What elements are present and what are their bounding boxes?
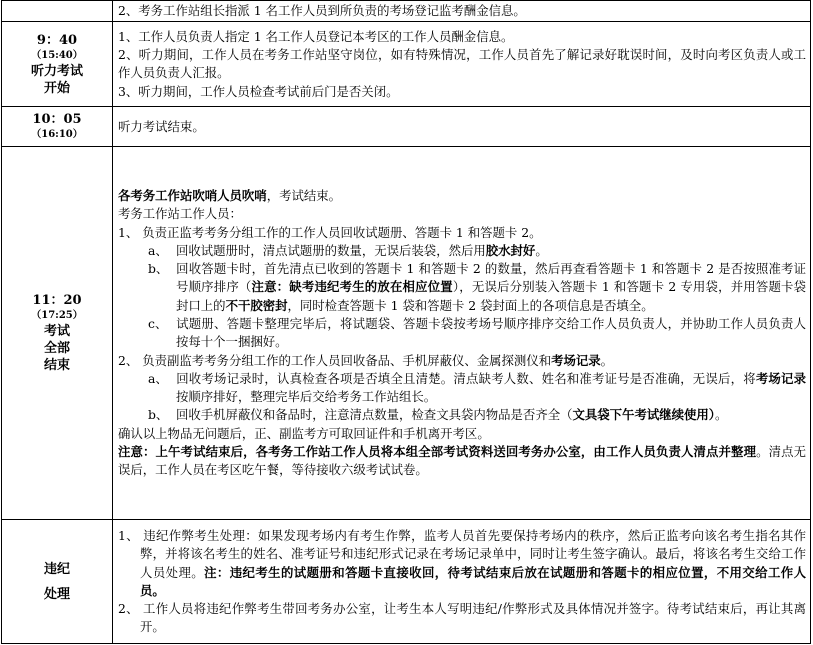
content-cell (113, 520, 811, 644)
whistle-text: 各考务工作站吹哨人员吹哨 (118, 187, 267, 203)
item-end: 。 (715, 407, 728, 423)
item-2 (118, 352, 806, 370)
time-cell (2, 107, 113, 147)
item-1b (118, 260, 806, 315)
stage-title: 考试 (43, 324, 70, 340)
content-line: 3、听力期间，工作人员检查考试前后门是否关闭。 (118, 83, 399, 99)
time-cell (2, 147, 113, 520)
item-text: 试题册、答题卡整理完毕后，将试题袋、答题卡袋按考场号顺序排序交给工作人员负责人，并协助工作人员负责人按每十个一捆捆好。 (176, 316, 806, 350)
content-line: 听力考试结束。 (118, 118, 205, 134)
item-text: ），无误后分别装入答题卡 1 和答题卡 2 专用袋，并用答题卡袋封口上的 (176, 279, 807, 313)
stage-title: 开始 (43, 80, 70, 96)
item-2b (118, 406, 806, 424)
item-bold: 考场记录 (755, 370, 807, 386)
item-marker: a、 (148, 370, 168, 386)
violation-item-2: 2、 工作人员将违纪作弊考生带回考务办公室，让考生本人写明违纪/作弊形式及具体情况并签字。待考试结束后，再让其离开。 (118, 601, 806, 635)
item-text: 回收试题册时，清点试题册的数量，无误后装袋，然后用 (176, 242, 486, 258)
content-cell (113, 147, 811, 520)
item-1a (118, 242, 806, 260)
item-end: 。 (600, 352, 614, 368)
item-bold: 文具袋下午考试继续使用） (572, 407, 715, 423)
intro-rest: ，考试结束。 (266, 187, 342, 203)
item-bold: 考场记录 (551, 352, 601, 368)
note-rest: 。清点无误后，工作人员在考区吃午餐，等待接收六级考试试卷。 (118, 444, 807, 478)
time-cell (2, 22, 113, 107)
alt-time-label: （16:10） (31, 129, 83, 141)
item-text: ，同时检查答题卡 1 袋和答题卡 2 袋封面上的各项信息是否填全。 (287, 297, 654, 313)
content-cell (113, 1, 811, 22)
intro-line (118, 187, 806, 205)
table-row (2, 147, 811, 520)
content-line: 2、考务工作站组长指派 1 名工作人员到所负责的考场登记监考酬金信息。 (118, 3, 526, 18)
item-text: 回收答题卡时，首先清点已收到的答题卡 1 和答题卡 2 的数量，然后再查看答题卡 1 和答题卡 2 是否按照准考证号顺序排序（ (176, 261, 806, 295)
table-row (2, 107, 811, 147)
item-text: 回收手机屏蔽仪和备品时，注意清点数量，检查文具袋内物品是否齐全（ (176, 407, 573, 423)
table-row (2, 1, 811, 22)
table-row (2, 22, 811, 107)
item-text: 按顺序排好，整理完毕后交给考务工作站组长。 (176, 389, 437, 405)
content-line: 2、听力期间，工作人员在考务工作站坚守岗位，如有特殊情况，工作人员首先了解记录好耽误时间，及时向考区负责人或工作人员负责人汇报。 (118, 47, 806, 81)
stage-title: 违纪 (43, 561, 70, 577)
content-cell (113, 22, 811, 107)
item-bold: 注意：缺考违纪考生的放在相应位置 (251, 279, 453, 295)
item-text: 回收考场记录时，认真检查各项是否填全且清楚。清点缺考人数、姓名和准考证号是否准确，无误后，将 (176, 370, 756, 386)
title-cell (2, 520, 113, 644)
item-marker: b、 (148, 407, 169, 423)
stage-title: 听力考试 (30, 63, 83, 79)
violation-item-1 (118, 527, 806, 600)
table-row (2, 520, 811, 644)
item-1: 1、 负责正监考考务分组工作的工作人员回收试题册、答题卡 1 和答题卡 2。 (118, 224, 542, 240)
item-end: 。 (535, 242, 548, 258)
item-text: 1、 违纪作弊考生处理：如果发现考场内有考生作弊，监考人员首先要保持考场内的秩序，然后正监考向该名考生指名其作弊，并将该名考生的姓名、准考证号和违纪形式记录在考场记录单中，同时让考生签字确认。最后，将该名考生交给工作人员处理。 (118, 527, 806, 580)
note-line (118, 443, 806, 480)
confirm-line: 确认以上物品无问题后，正、副监考方可取回证件和手机离开考区。 (118, 425, 490, 441)
schedule-table (1, 0, 811, 644)
content-line: 1、工作人员负责人指定 1 名工作人员登记本考区的工作人员酬金信息。 (118, 28, 514, 44)
item-bold: 注：违纪考生的试题册和答题卡直接收回，待考试结束后放在试题册和答题卡的相应位置，不用交给工作人员。 (140, 564, 807, 598)
stage-title: 结束 (43, 358, 70, 374)
note-bold: 注意：上午考试结束后，各考务工作站工作人员将本组全部考试资料送回考务办公室，由工作人员负责人清点并整理 (118, 444, 757, 460)
item-2a (118, 370, 806, 407)
alt-time-label: （15:40） (31, 49, 83, 61)
stage-title: 全部 (43, 341, 70, 357)
item-marker: c、 (148, 316, 168, 331)
content-cell (113, 107, 811, 147)
item-bold: 胶水封好 (485, 242, 536, 258)
item-1c (118, 315, 806, 352)
item-marker: b、 (148, 261, 169, 277)
time-label: 11：20 (32, 293, 82, 309)
item-text: 2、 负责副监考考务分组工作的工作人员回收备品、手机屏蔽仪、金属探测仪和 (118, 352, 552, 368)
time-label: 10：05 (32, 112, 82, 128)
stage-title: 处理 (43, 586, 70, 602)
alt-time-label: （17:25） (31, 310, 83, 322)
time-label: 9：40 (36, 32, 78, 48)
staff-label: 考务工作站工作人员： (118, 206, 242, 222)
time-cell-empty (2, 1, 113, 22)
item-marker: a、 (148, 242, 168, 258)
item-bold: 不干胶密封 (225, 297, 288, 313)
